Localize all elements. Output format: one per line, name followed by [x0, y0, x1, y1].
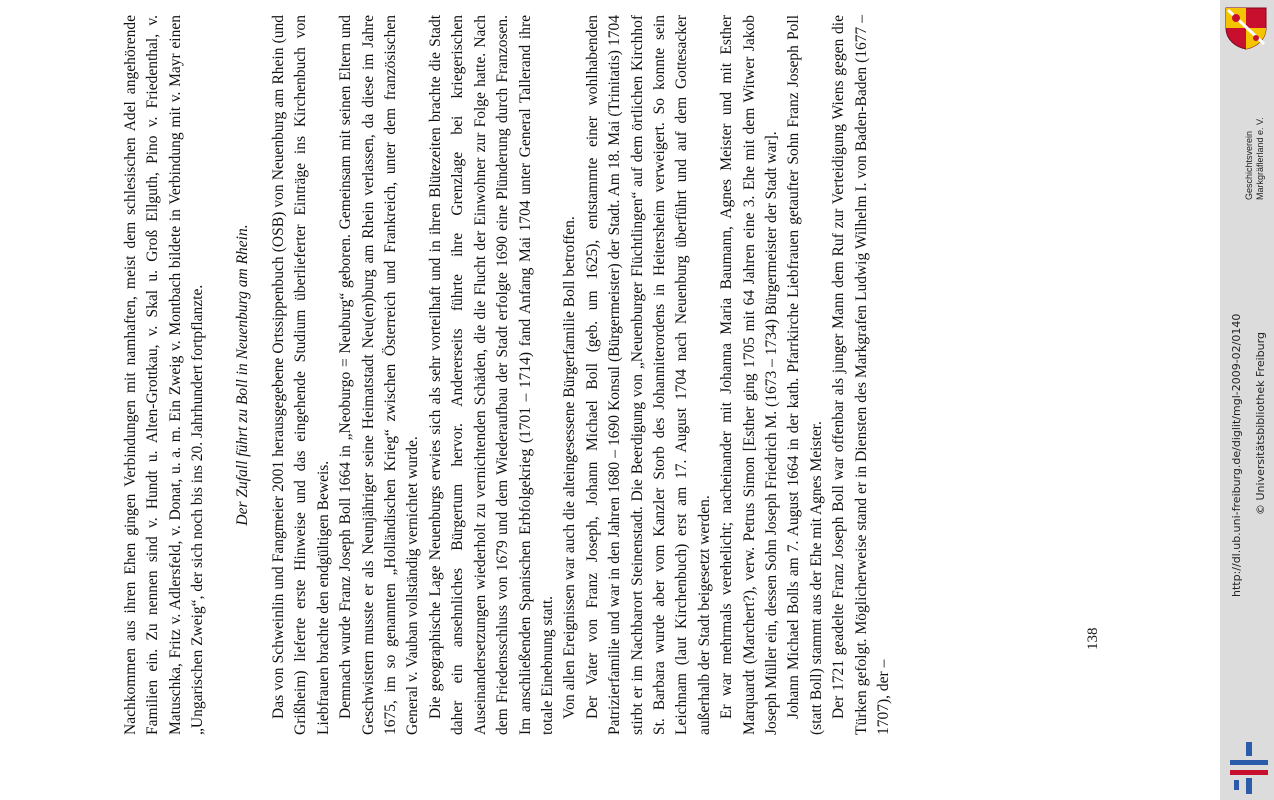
- coat-of-arms-icon: [1222, 6, 1270, 50]
- source-url-link[interactable]: http://dl.ub.uni-freiburg.de/diglit/mgl-2009-02/0140: [1230, 313, 1243, 597]
- document-text: [120, 15, 1120, 735]
- paragraph: Der 1721 geadelte Franz Joseph Boll war offenbar als junger Mann dem Ruf zur Verteidigung Wiens gegen die Türken gefolgt. Möglicherweise stand er in Diensten des Markgrafen Ludwig Wilhelm I. von Baden-Baden (1677 – 1707), der –: [830, 15, 892, 735]
- copyright-notice: © Universitätsbibliothek Freiburg: [1254, 332, 1267, 515]
- society-name: Geschichtsverein Markgräflerland e. V.: [1244, 117, 1265, 200]
- paragraph: Er war mehrmals verehelicht; nacheinander mit Johanna Maria Baumann, Agnes Meister und mit Esther Marquardt (Marchert?), verw. Petrus Simon [Esther ging 1705 mit 64 Jahren eine 3. Ehe mit dem Witwer Jakob Joseph Müller ein, dessen Sohn Joseph Friedrich M. (1673 – 1734) Bürgermeister der Stadt war].: [718, 15, 780, 735]
- paragraph: Demnach wurde Franz Joseph Boll 1664 in „Neoburgo = Neuburg“ geboren. Gemeinsam mit seinen Eltern und Geschwistern musste er als Neunjähriger seine Heimatstadt Neu(en)burg am Rhein verlassen, da diese im Jahre 1675, im so genannten „Holländischen Krieg“ zwischen Österreich und Frankreich, unter dem französischen General v. Vauban vollständig vernichtet wurde.: [337, 15, 422, 735]
- intro-paragraph: Nachkommen aus ihren Ehen gingen Verbindungen mit namhaften, meist dem schlesischen Adel angehörende Familien ein. Zu nennen sind v. Hundt u. Alten-Grottkau, v. Skal u. Groß Ellguth, Pino v. Friedenthal, v. Matuschka, Fritz v. Adlersfeld, v. Donat, u. a. m. Ein Zweig v. Montbach bildete in Verbindung mit v. Mayr einen „Ungarischen Zweig“, der sich noch bis ins 20. Jahrhundert fortpflanzte.: [122, 15, 207, 735]
- paragraph: Von allen Ereignissen war auch die alteingesessene Bürgerfamilie Boll betroffen.: [561, 216, 579, 719]
- paragraph: Das von Schweinlin und Fangmeier 2001 herausgegebene Ortssippenbuch (OSB) von Neuenburg am Rhein (und Grißheim) lieferte erste Hinweise und das eingehende Studium überlieferter Einträge ins Kirchenbuch von Liebfrauen brachte den endgültigen Beweis.: [270, 15, 332, 735]
- paragraph: Johann Michael Bolls am 7. August 1664 in der kath. Pfarrkirche Liebfrauen getaufter Sohn Franz Joseph Poll (statt Boll) stammt aus der Ehe mit Agnes Meister.: [785, 15, 825, 735]
- paragraph: Die geographische Lage Neuenburgs erwies sich als sehr vorteilhaft und in ihren Blütezeiten brachte die Stadt daher ein ansehnliches Bürgertum hervor. Andererseits führte ihre Grenzlage bei kriegerischen Auseinandersetzungen wiederholt zu vernichtenden Schäden, die die Flucht der Einwohner zur Folge hatte. Nach dem Friedensschluss von 1679 und dem Wiederaufbau der Stadt erfolgte 1690 eine Plünderung durch Franzosen. Im anschließenden Spanischen Erbfolgekrieg (1701 – 1714) fand Anfang Mai 1704 unter General Tallerand ihre totale Einebnung statt.: [426, 15, 556, 735]
- university-library-logo-icon: [1226, 740, 1270, 796]
- section-heading: Der Zufall führt zu Boll in Neuenburg am Rhein.: [233, 224, 251, 526]
- page-number: 138: [1085, 627, 1101, 650]
- paragraph: Der Vater von Franz Joseph, Johann Michael Boll (geb. um 1625), entstammte einer wohlhabenden Patrizierfamilie und war in den Jahren 1680 – 1690 Konsul (Bürgermeister) der Stadt. Am 18. Mai (Trinitatis) 1704 stirbt er im Nachbarort Steinenstadt. Die Beerdigung von „Neuenburger Flüchtlingen“ auf dem örtlichen Kirchhof St. Barbara wurde aber vom Kanzler Storb des Johanniterordens in Heitersheim verweigert. So konnte sein Leichnam (laut Kirchenbuch) erst am 17. August 1704 nach Neuenburg überführt und auf dem Gottesacker außerhalb der Stadt beigesetzt werden.: [583, 15, 713, 735]
